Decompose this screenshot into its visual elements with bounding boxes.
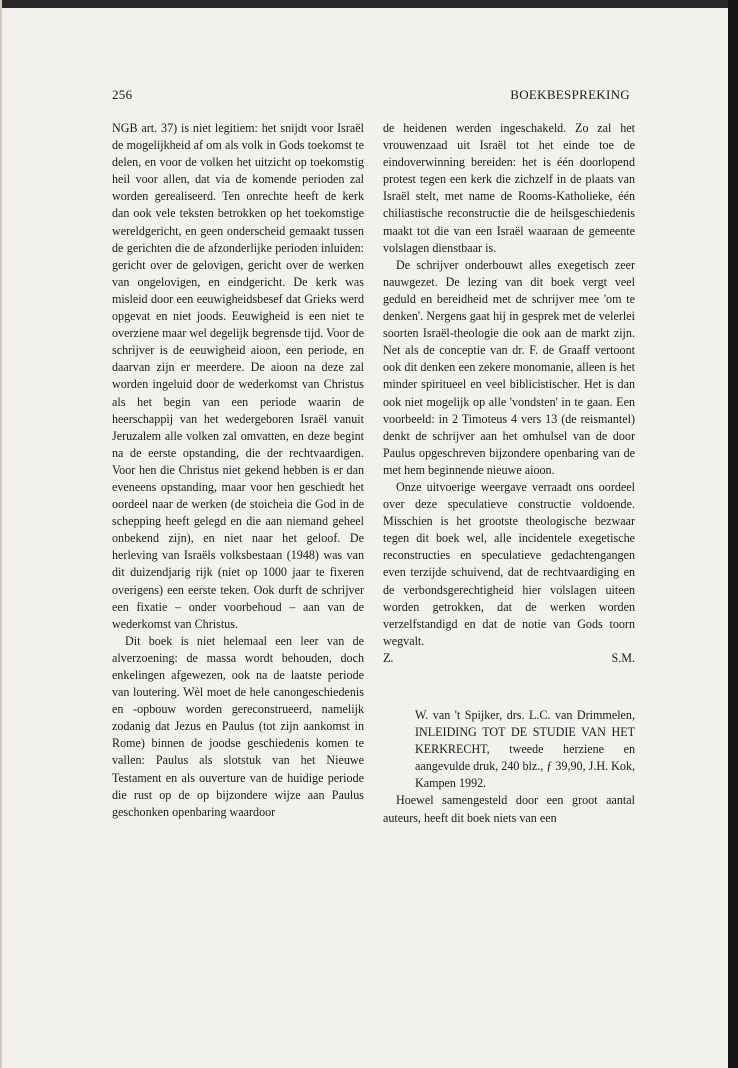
running-head [112, 86, 630, 104]
paragraph: NGB art. 37) is niet legitiem: het snijdt voor Israël de mogelijkheid af om als volk in Gods toekomst te delen, en voor de volken het uitzicht op toekomstig heil voor allen, dat via de komende perioden zal worden gerealiseerd. Ten onrechte heeft de kerk dan ook vele teksten betrokken op het toekomstige wereldgericht, en geen onderscheid gemaakt tussen de gerichten die de afzonderlijke perioden inluiden: gericht over de gelovigen, gericht over de werken van ongelovigen, en eindgericht. De kerk was misleid door een eeuwigheidsbesef dat Grieks werd opgevat en niet joods. Eeuwigheid is een niet te overziene maar wel degelijk begrensde tijd. Voor de schrijver is de eeuwigheid aioon, een periode, en daarvan zijn er meerdere. De aioon na deze zal worden ingeluid door de wederkomst van Christus als het begin van een periode waarin de heerschappij van het wedergeboren Israël vanuit Jeruzalem alle volken zal omvatten, en deze begint na de eerste opstanding, die der rechtvaardigen. Voor hen die Christus niet gekend hebben is er dan eveneens opstanding, maar voor hen geschiedt het oordeel naar de werken (de stoicheia die God in de schepping heeft gelegd en die aan niemand geheel onbekend zijn), en niet naar het geloof. De herleving van Israëls volksbestaan (1948) was van dit duizendjarig rijk (niet op 1000 jaar te fixeren overigens) een eerste teken. Ook durft de schrijver een fixatie – onder voorbehoud – aan van de wederkomst van Christus. [112, 121, 364, 631]
paragraph: de heidenen werden ingeschakeld. Zo zal het vrouwenzaad uit Israël tot het einde toe de eindoverwinning bereiden: het is één doorlopend protest tegen een kerk die zichzelf in de plaats van Israël stelt, met name de Rooms-Katholieke, één chiliastische reconstructie die de heilsgeschiedenis maakt tot die van een Israël waaraan de gemeente volslagen dienstbaar is. [383, 121, 635, 255]
left-column [112, 120, 364, 821]
page-number: 256 [112, 87, 133, 102]
paragraph: De schrijver onderbouwt alles exegetisch zeer nauwgezet. De lezing van dit boek vergt veel geduld en bereidheid met de schrijver mee 'om te denken'. Nergens gaat hij in gesprek met de velerlei soorten Israël-theologie die ook aan de markt zijn. Net als de conceptie van dr. F. de Graaff vertoont ook dit denken een zekere monomanie, alleen is het minder spiritueel en veel biblicistischer. Het is dan ook niet mogelijk op alle 'vondsten' in te gaan. Een voorbeeld: in 2 Timoteus 4 vers 13 (de reismantel) denkt de schrijver aan het omhulsel van de door Paulus opgeschreven bijzondere openbaring van de met hem beginnende nieuwe aioon. [383, 257, 635, 477]
paragraph: Onze uitvoerige weergave verraadt ons oordeel over deze speculatieve constructie voldoende. Misschien is het grootste theologische bezwaar tegen dit boek wel, alle incidentele exegetische reconstructies en speculatieve gedachtengangen even terzijde schuivend, dat de rechtvaardiging en de verbondsgerechtigheid hier volslagen uiteen worden getrokken, dat de werken worden verzelfstandigd en dat de notie van Gods toorn wegvalt. [383, 479, 635, 648]
signature-place: Z. [383, 650, 394, 665]
paragraph: Dit boek is niet helemaal een leer van de alverzoening: de massa wordt behouden, doch enkelingen afgewezen, ook na de laatste periode van loutering. Wèl moet de hele canongeschiedenis en -opbouw worden gereconstrueerd, namelijk zodanig dat Jezus en Paulus (tot zijn aankomst in Rome) binnen de joodse geschiedenis komen te vallen: Paulus als slotstuk van het Nieuwe Testament en als ouverture van de huidige periode die rust op de op bijzondere wijze aan Paulus geschonken openbaring waardoor [112, 633, 364, 819]
scan-top-edge [0, 0, 738, 8]
scan-right-edge [728, 0, 738, 1068]
book-reference: W. van 't Spijker, drs. L.C. van Drimmelen, INLEIDING TOT DE STUDIE VAN HET KERKRECHT, tweede herziene en aangevulde druk, 240 blz., ƒ 39,90, J.H. Kok, Kampen 1992. [415, 708, 636, 791]
section-title: BOEKBESPREKING [510, 87, 630, 102]
signature-initials: S.M. [611, 650, 635, 665]
signature-line [383, 650, 635, 667]
review-opening: Hoewel samengesteld door een groot aantal auteurs, heeft dit boek niets van een [383, 793, 635, 825]
right-column [383, 120, 635, 827]
